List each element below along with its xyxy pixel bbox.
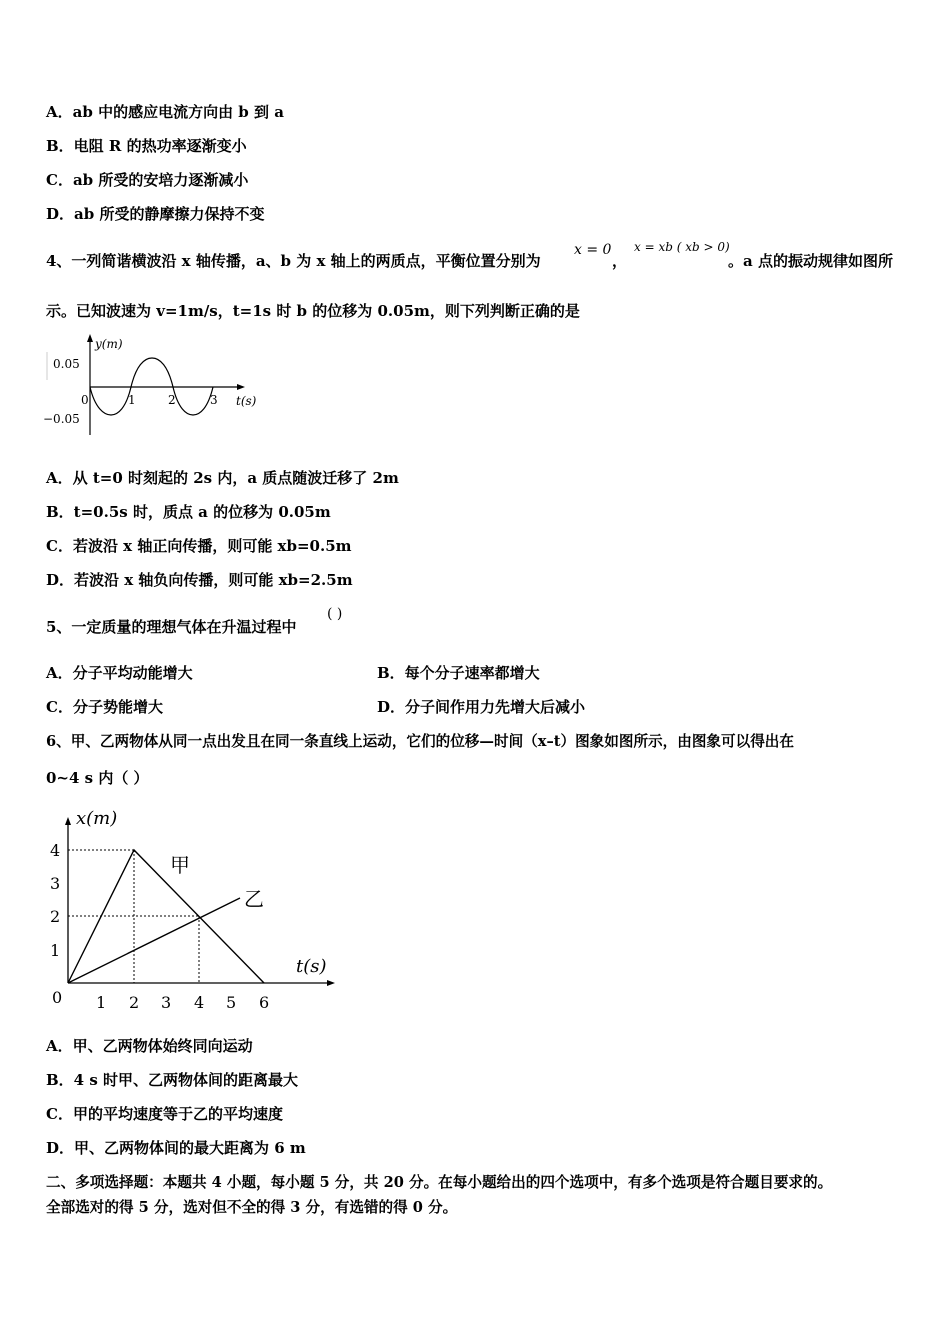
q4-stem-part3: 示。已知波速为 v=1m/s，t=1s 时 b 的位移为 0.05m，则下列判断正确的是 <box>46 302 580 320</box>
q6-x-tick-2: 2 <box>129 993 140 1012</box>
q4-t-arrow <box>237 384 245 390</box>
q5-option-c: C．分子势能增大 <box>46 698 163 716</box>
q4-t-label: t(s) <box>236 394 257 408</box>
q5-answer-paren: ( ) <box>327 606 343 622</box>
q6-xt-graph <box>40 800 340 1025</box>
q6-y-label: x(m) <box>76 808 118 829</box>
q6-y-tick-3: 3 <box>50 874 61 893</box>
q6-x-tick-3: 3 <box>161 993 172 1012</box>
q4-stem-part1: 4、一列简谐横波沿 x 轴传播，a、b 为 x 轴上的两质点，平衡位置分别为 <box>46 252 541 270</box>
q6-yi-label: 乙 <box>244 887 264 911</box>
q6-option-b: B．4 s 时甲、乙两物体间的距离最大 <box>46 1071 299 1089</box>
q6-option-c: C．甲的平均速度等于乙的平均速度 <box>46 1105 283 1123</box>
q4-y-arrow <box>87 334 93 342</box>
q4-y-pos-tick: 0.05 <box>53 357 80 371</box>
q6-x-tick-5: 5 <box>226 993 237 1012</box>
section2-instructions-line1: 二、多项选择题：本题共 4 小题，每小题 5 分，共 20 分。在每小题给出的四个选项中，有多个选项是符合题目要求的。 <box>46 1174 833 1191</box>
section2-instructions-line2: 全部选对的得 5 分，选对但不全的得 3 分，有选错的得 0 分。 <box>46 1199 458 1216</box>
q6-y-tick-1: 1 <box>50 941 61 960</box>
q4-t-tick-3: 3 <box>210 393 218 407</box>
q6-y-tick-2: 2 <box>50 907 61 926</box>
q3-option-d: D．ab 所受的静摩擦力保持不变 <box>46 205 265 223</box>
q4-y-neg-tick: −0.05 <box>43 412 80 426</box>
q4-math-xb: x = xb ( xb > 0) <box>634 240 730 254</box>
q6-option-a: A．甲、乙两物体始终同向运动 <box>46 1037 253 1055</box>
q6-option-d: D．甲、乙两物体间的最大距离为 6 m <box>46 1139 306 1157</box>
q4-t-tick-2: 2 <box>168 393 176 407</box>
q6-graph-bg <box>40 800 340 1025</box>
q4-stem-part2: 。a 点的振动规律如图所 <box>728 252 893 270</box>
q6-stem-part2: 0~4 s 内（ ） <box>46 769 149 787</box>
q4-y-label: y(m) <box>95 337 123 351</box>
q6-jia-label: 甲 <box>170 853 190 877</box>
q3-option-c: C．ab 所受的安培力逐渐减小 <box>46 171 249 189</box>
q6-y-tick-4: 4 <box>50 841 61 860</box>
q4-t-tick-1: 1 <box>128 393 136 407</box>
q6-x-tick-6: 6 <box>259 993 270 1012</box>
q4-vibration-graph <box>40 330 270 440</box>
q4-comma: ， <box>612 252 628 270</box>
q5-option-d: D．分子间作用力先增大后减小 <box>377 698 586 716</box>
q4-option-a: A．从 t=0 时刻起的 2s 内，a 质点随波迁移了 2m <box>46 469 399 487</box>
q3-option-b: B．电阻 R 的热功率逐渐变小 <box>46 137 247 155</box>
q6-stem-part1: 6、甲、乙两物体从同一点出发且在同一条直线上运动，它们的位移—时间（x–t）图象如图所示，由图象可以得出在 <box>46 733 794 750</box>
q4-option-b: B．t=0.5s 时，质点 a 的位移为 0.05m <box>46 503 331 521</box>
q4-option-d: D．若波沿 x 轴负向传播，则可能 xb=2.5m <box>46 571 353 589</box>
q5-stem: 5、一定质量的理想气体在升温过程中 <box>46 618 297 636</box>
q6-x-label: t(s) <box>296 956 327 977</box>
q5-option-a: A．分子平均动能增大 <box>46 664 193 682</box>
q5-option-b: B．每个分子速率都增大 <box>377 664 540 682</box>
q4-math-x0: x = 0 <box>574 242 612 258</box>
q6-x-tick-1: 1 <box>96 993 107 1012</box>
q3-option-a: A．ab 中的感应电流方向由 b 到 a <box>46 103 284 121</box>
q4-option-c: C．若波沿 x 轴正向传播，则可能 xb=0.5m <box>46 537 352 555</box>
q4-origin-label: 0 <box>81 393 89 407</box>
q6-x-tick-4: 4 <box>194 993 205 1012</box>
q6-origin-label: 0 <box>52 988 63 1007</box>
